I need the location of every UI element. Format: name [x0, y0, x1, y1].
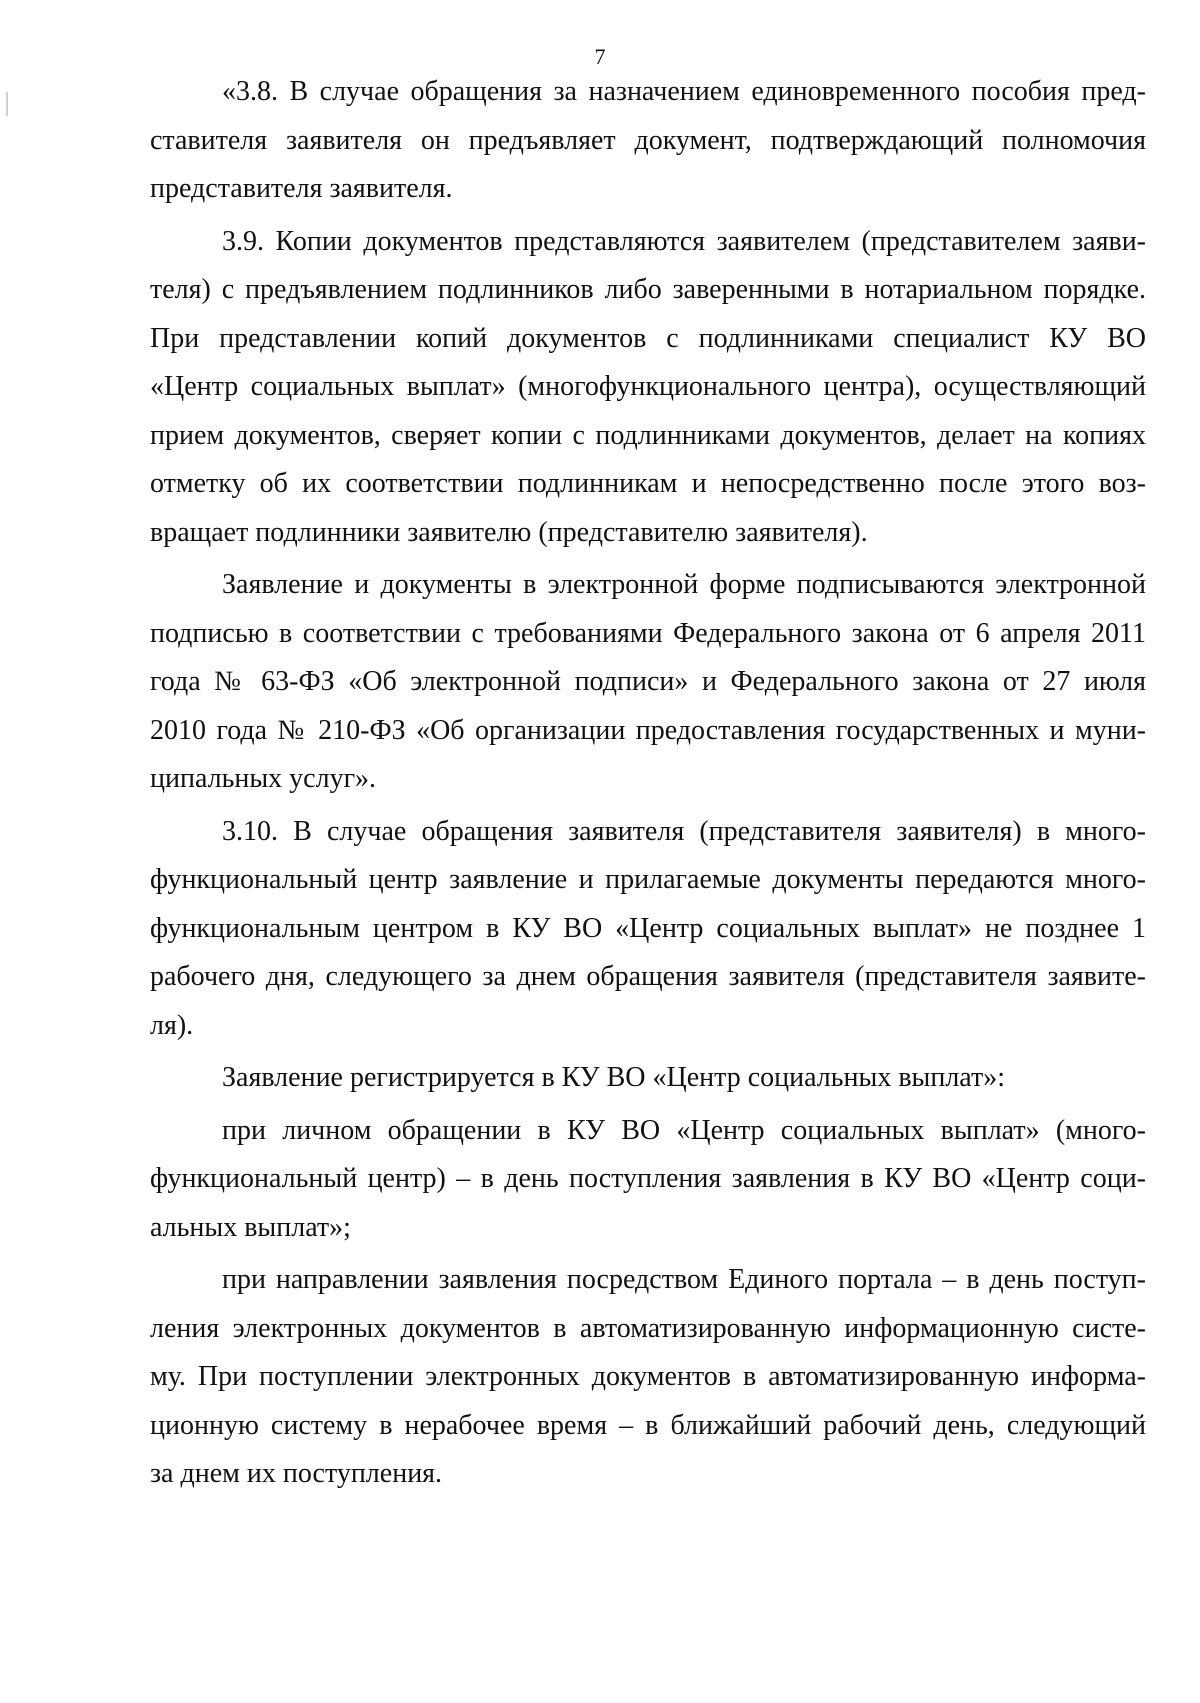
- text-line: функциональный центр) – в день поступления заявления в КУ ВО «Центр соци-: [150, 1163, 1146, 1194]
- paragraph: [150, 218, 1146, 558]
- text-line: при личном обращении в КУ ВО «Центр социальных выплат» (много-: [222, 1114, 1146, 1146]
- text-line: теля) с предъявлением подлинников либо заверенными в нотариальном порядке.: [150, 274, 1146, 305]
- text-line: за днем их поступления.: [150, 1458, 443, 1489]
- text-line: отметку об их соответствии подлинникам и непосредственно после этого воз-: [150, 468, 1146, 499]
- text-line: 3.10. В случае обращения заявителя (представителя заявителя) в много-: [222, 815, 1146, 847]
- text-line: «Центр социальных выплат» (многофункционального центра), осуществляющий: [150, 371, 1146, 402]
- page-number: 7: [594, 44, 606, 69]
- text-line: Заявление и документы в электронной форме подписываются электронной: [222, 569, 1146, 600]
- paragraph: [150, 808, 1146, 1051]
- text-line: рабочего дня, следующего за днем обращения заявителя (представителя заявите-: [150, 961, 1146, 992]
- text-line: при направлении заявления посредством Единого портала – в день поступ-: [222, 1264, 1146, 1295]
- text-line: прием документов, сверяет копии с подлинниками документов, делает на копиях: [150, 419, 1146, 451]
- text-line: ципальных услуг».: [150, 763, 377, 794]
- text-line: «3.8. В случае обращения за назначением единовременного пособия пред-: [222, 76, 1146, 107]
- text-line: ля).: [150, 1009, 194, 1041]
- text-line: функциональный центр заявление и прилагаемые документы передаются много-: [150, 864, 1146, 895]
- paragraph: [150, 1107, 1146, 1253]
- text-line: ставителя заявителя он предъявляет документ, подтверждающий полномочия: [150, 124, 1146, 156]
- text-line: представителя заявителя.: [150, 173, 453, 204]
- text-line: При представлении копий документов с подлинниками специалист КУ ВО: [150, 322, 1146, 354]
- text-line: 2010 года № 210-ФЗ «Об организации предоставления государственных и муни-: [150, 714, 1146, 746]
- text-line: года № 63-ФЗ «Об электронной подписи» и Федерального закона от 27 июля: [150, 666, 1146, 697]
- text-line: подписью в соответствии с требованиями Федерального закона от 6 апреля 2011: [150, 617, 1146, 649]
- text-line: Заявление регистрируется в КУ ВО «Центр социальных выплат»:: [222, 1062, 1006, 1093]
- paragraph: [150, 561, 1146, 804]
- text-line: функциональным центром в КУ ВО «Центр социальных выплат» не позднее 1: [150, 912, 1146, 944]
- text-line: ционную систему в нерабочее время – в ближайший рабочий день, следующий: [150, 1409, 1146, 1441]
- paragraph: [150, 1054, 1146, 1103]
- text-line: вращает подлинники заявителю (представителю заявителя).: [150, 516, 868, 548]
- text-line: ления электронных документов в автоматизированную информационную систе-: [150, 1312, 1146, 1344]
- text-line: му. При поступлении электронных документов в автоматизированную информа-: [150, 1361, 1146, 1392]
- text-line: 3.9. Копии документов представляются заявителем (представителем заяви-: [222, 225, 1146, 257]
- text-line: альных выплат»;: [150, 1211, 351, 1243]
- document-body: [150, 68, 1146, 1499]
- paragraph: [150, 68, 1146, 214]
- scan-edge-mark: [6, 92, 8, 116]
- paragraph: [150, 1256, 1146, 1499]
